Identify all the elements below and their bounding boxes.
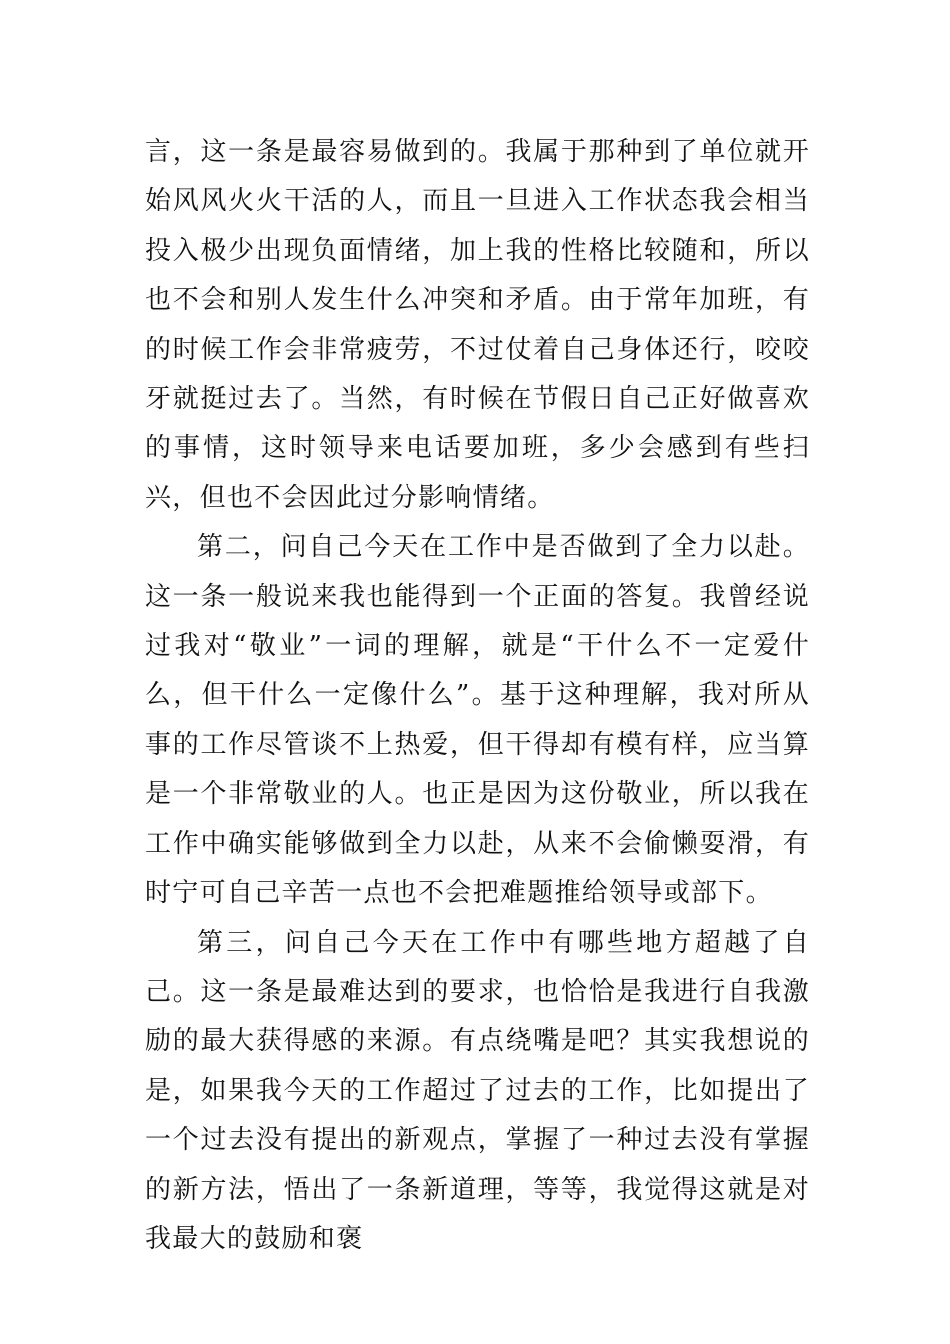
paragraph-third-point: 第三，问自己今天在工作中有哪些地方超越了自己。这一条是最难达到的要求，也恰恰是我进行自我激励的最大获得感的来源。有点绕嘴是吧？其实我想说的是，如果我今天的工作超过了过去的工作，比如提出了一个过去没有提出的新观点，掌握了一种过去没有掌握的新方法，悟出了一条新道理，等等，我觉得这就是对我最大的鼓励和褒: [145, 927, 810, 1254]
paragraph-second-point: 第二，问自己今天在工作中是否做到了全力以赴。这一条一般说来我也能得到一个正面的答复。我曾经说过我对“敬业”一词的理解，就是“干什么不一定爱什么，但干什么一定像什么”。基于这种理解，我对所从事的工作尽管谈不上热爱，但干得却有模有样，应当算是一个非常敬业的人。也正是因为这份敬业，所以我在工作中确实能够做到全力以赴，从来不会偷懒耍滑，有时宁可自己辛苦一点也不会把难题推给领导或部下。: [145, 532, 810, 909]
document-body: [145, 128, 810, 1264]
paragraph-continued: 言，这一条是最容易做到的。我属于那种到了单位就开始风风火火干活的人，而且一旦进入工作状态我会相当投入极少出现负面情绪，加上我的性格比较随和，所以也不会和别人发生什么冲突和矛盾。由于常年加班，有的时候工作会非常疲劳，不过仗着自己身体还行，咬咬牙就挺过去了。当然，有时候在节假日自己正好做喜欢的事情，这时领导来电话要加班，多少会感到有些扫兴，但也不会因此过分影响情绪。: [145, 137, 810, 513]
